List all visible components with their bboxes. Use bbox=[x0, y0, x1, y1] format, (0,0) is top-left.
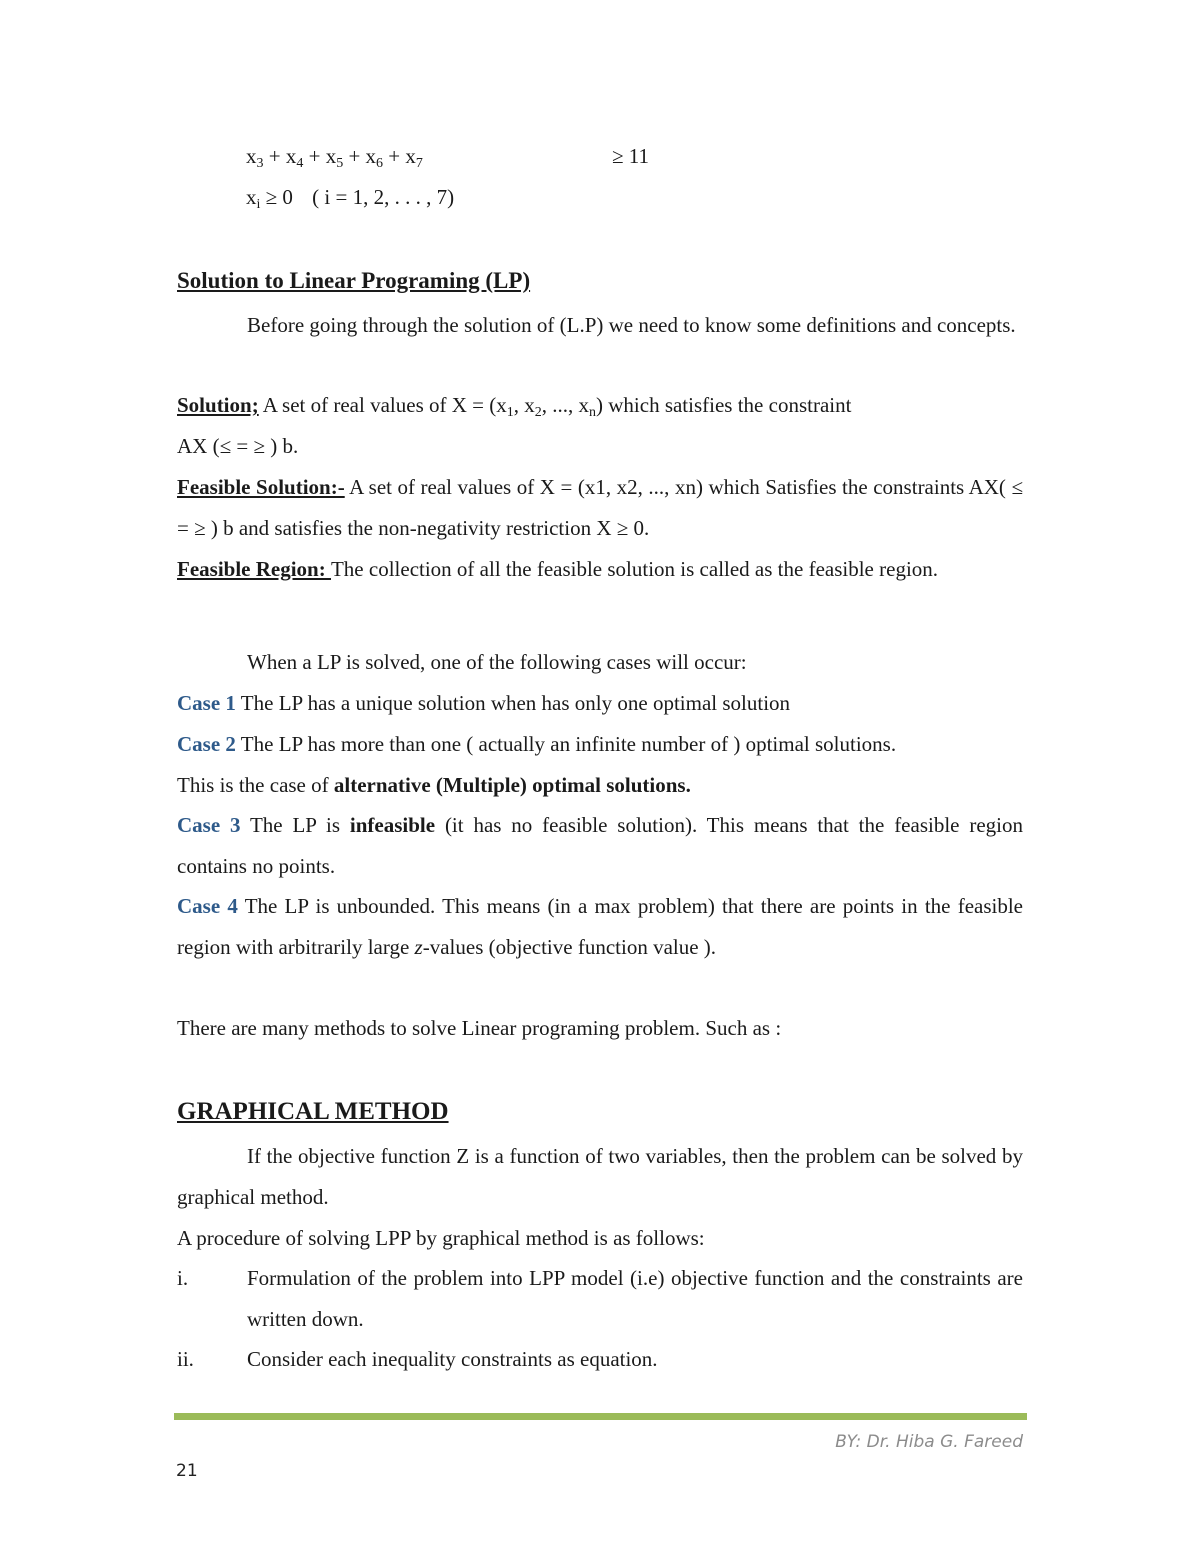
definition-feasible-solution: Feasible Solution:- A set of real values of X = (x1, x2, ..., xn) which Satisfies the constraints AX( ≤ = ≥ ) b and satisfies the non-negativity restriction X ≥ 0. bbox=[177, 475, 1023, 540]
case-2-label: Case 2 bbox=[177, 732, 236, 756]
case-3-label: Case 3 bbox=[177, 813, 241, 837]
definition-term-solution: Solution; bbox=[177, 393, 259, 417]
case-1-label: Case 1 bbox=[177, 691, 236, 715]
step-text: Consider each inequality constraints as equation. bbox=[247, 1347, 658, 1371]
section-heading-lp-solution: Solution to Linear Programing (LP) bbox=[177, 268, 531, 293]
footer-rule bbox=[174, 1413, 1027, 1420]
methods-sentence: There are many methods to solve Linear programing problem. Such as : bbox=[177, 1016, 782, 1040]
section-heading-graphical-method: GRAPHICAL METHOD bbox=[177, 1098, 449, 1125]
lp-intro-paragraph: Before going through the solution of (L.P) we need to know some definitions and concepts. bbox=[247, 313, 1016, 337]
step-marker: i. bbox=[177, 1266, 189, 1290]
graphical-intro-paragraph: If the objective function Z is a function of two variables, then the problem can be solved by graphical method. bbox=[177, 1144, 1023, 1209]
step-text: Formulation of the problem into LPP model (i.e) objective function and the constraints are written down. bbox=[247, 1266, 1023, 1331]
definition-term-feasible-solution: Feasible Solution:- bbox=[177, 475, 345, 499]
procedure-step bbox=[177, 1339, 1023, 1380]
case-2: Case 2 The LP has more than one ( actually an infinite number of ) optimal solutions. This is the case of alternative (Multiple) optimal solutions. bbox=[177, 732, 897, 797]
definition-solution: Solution; A set of real values of $X = (x_1$, $x_2$, ..., $x_n$) which satisfies the constraint AX (≤ = ≥ ) b. bbox=[177, 393, 852, 458]
procedure-step bbox=[177, 1258, 1023, 1339]
page-number: 21 bbox=[176, 1461, 198, 1481]
case-4-label: Case 4 bbox=[177, 894, 238, 918]
definition-term-feasible-region: Feasible Region: bbox=[177, 557, 331, 581]
procedure-sentence: A procedure of solving LPP by graphical method is as follows: bbox=[177, 1226, 705, 1250]
case-1: Case 1 The LP has a unique solution when has only one optimal solution bbox=[177, 691, 791, 715]
constraint-rhs: ≥ 11 bbox=[612, 144, 649, 168]
case-4: Case 4 The LP is unbounded. This means (in a max problem) that there are points in the feasible region with arbitrarily large z-values (objective function value ). bbox=[177, 894, 1023, 959]
nonnegativity-constraint: $x_i \ge 0$ ( i = 1, 2, . . . , 7) bbox=[246, 185, 455, 212]
constraint-equation: $x_3 + x_4 + x_5 + x_6 + x_7$ bbox=[246, 144, 423, 171]
case-3: Case 3 The LP is infeasible (it has no feasible solution). This means that the feasible region contains no points. bbox=[177, 813, 1023, 878]
definition-feasible-region: Feasible Region: The collection of all the feasible solution is called as the feasible region. bbox=[177, 557, 939, 581]
step-marker: ii. bbox=[177, 1347, 194, 1371]
footer-author: BY: Dr. Hiba G. Fareed bbox=[835, 1432, 1023, 1452]
cases-intro: When a LP is solved, one of the following cases will occur: bbox=[247, 650, 747, 674]
procedure-steps bbox=[177, 1258, 1023, 1380]
